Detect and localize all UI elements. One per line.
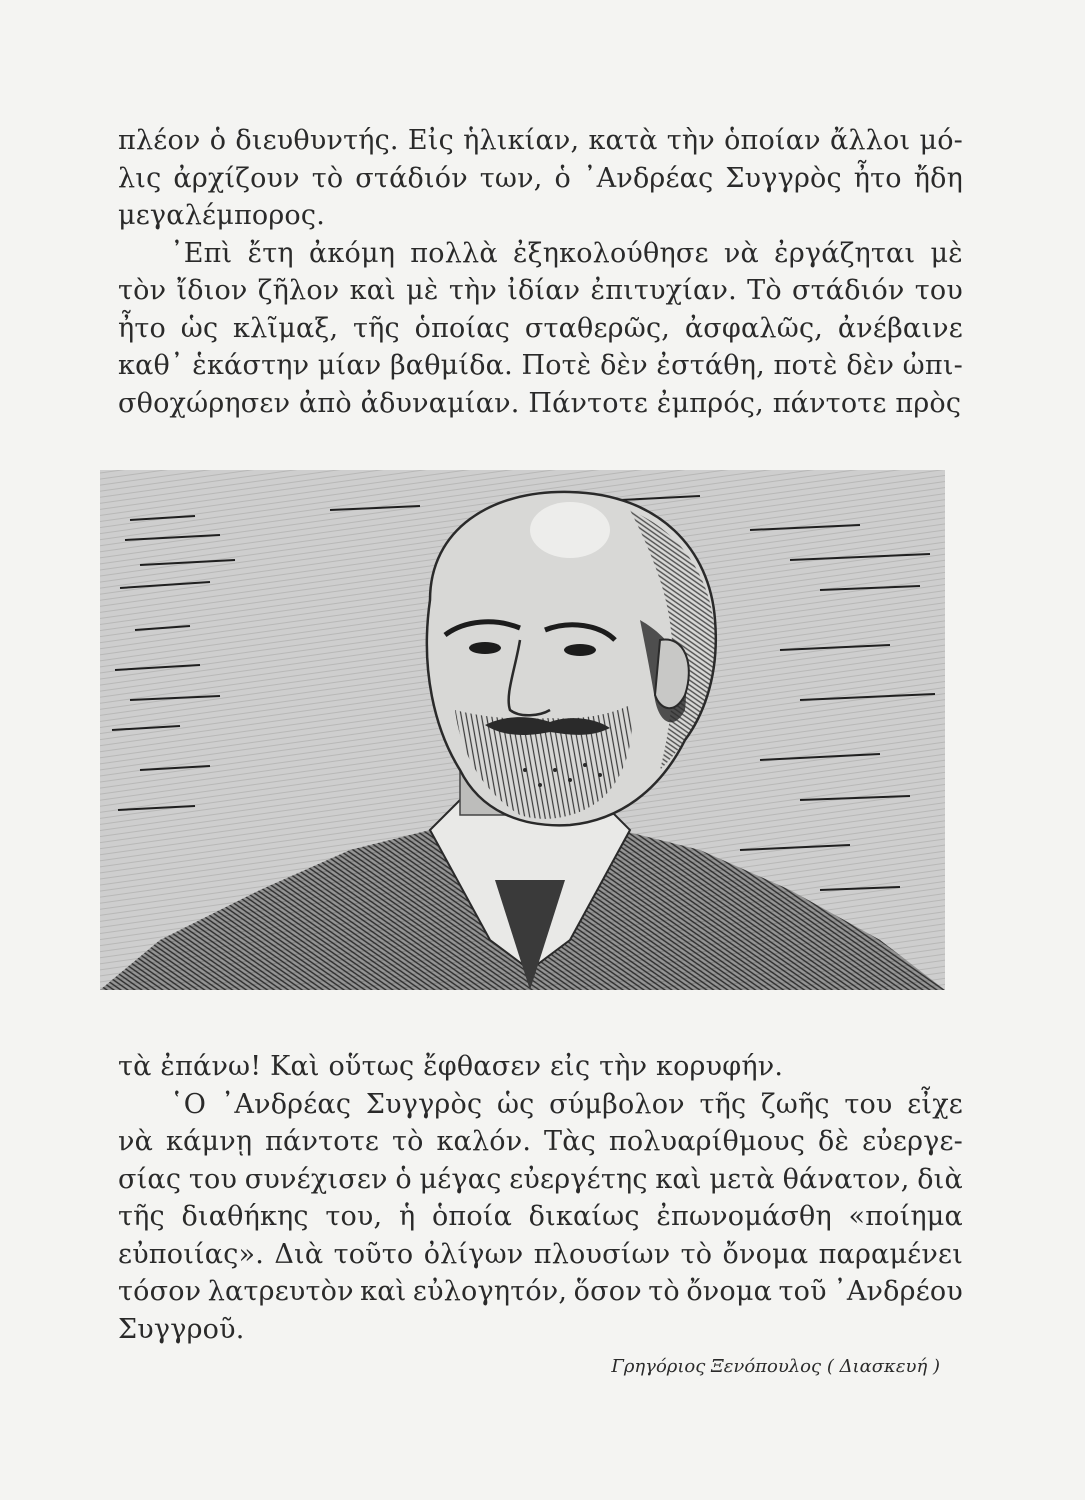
word: ἰδίαν [507, 275, 581, 306]
word: συνέχισεν [244, 1163, 388, 1195]
word: ἐξηκολούθησε [512, 237, 709, 269]
word: καθ᾿ [118, 350, 184, 381]
text-line [118, 160, 963, 198]
top-paragraph [118, 122, 963, 422]
word: πλουσίων [533, 1238, 671, 1270]
word: μὲ [406, 275, 439, 306]
word: τῆς [353, 312, 400, 344]
word: μίαν [317, 350, 382, 381]
word: ἀσφαλῶς, [684, 312, 824, 344]
word: ἐπιτυχίαν. [590, 275, 737, 306]
word: Συγγρὸς [725, 162, 842, 194]
text-line [118, 310, 963, 348]
word: ἑκάστην [192, 350, 310, 381]
text-line [118, 1123, 963, 1161]
word: ἤδη [913, 162, 963, 194]
word: μέγας [419, 1163, 502, 1195]
text-line [118, 1273, 963, 1311]
word: δὲν [846, 350, 895, 381]
word: καὶ [655, 1163, 702, 1195]
word: ἦτο [853, 162, 902, 194]
word: ὀλίγων [423, 1238, 524, 1270]
word: ὄνομα [686, 1276, 773, 1307]
word: θάνατον, [782, 1163, 910, 1195]
word: ἀδυναμίαν. [360, 387, 520, 419]
word: εἶχε [907, 1088, 963, 1120]
word: του [188, 1163, 238, 1195]
word: τοῦ [778, 1276, 827, 1307]
word: μεγαλέμπορος. [118, 200, 325, 231]
word: λατρευτὸν [207, 1276, 354, 1307]
word: ὠπι- [902, 350, 963, 381]
word: ἐπάνω! [160, 1051, 262, 1082]
text-line [118, 1161, 963, 1199]
word: ὅσον [573, 1276, 642, 1307]
word: τοῦτο [333, 1238, 414, 1270]
word: νὰ [118, 1126, 154, 1157]
word: κατὰ [588, 125, 658, 156]
word: κλῖμαξ, [233, 312, 339, 344]
text-line [118, 197, 963, 235]
word: του [844, 1088, 893, 1120]
word: καλόν. [436, 1126, 532, 1157]
word: ὁποίας [414, 312, 511, 344]
word: ᾿Ανδρέας [582, 162, 714, 194]
word: σύμβολον [549, 1088, 685, 1120]
word: Τὰς [544, 1126, 596, 1157]
word: εἰς [549, 1051, 591, 1082]
word: Εἰς [407, 125, 454, 156]
word: ὁ [395, 1163, 412, 1195]
word: ἀκόμη [308, 237, 396, 269]
text-line [118, 122, 963, 160]
word: τὸ [680, 1238, 713, 1270]
word: ποτὲ [773, 350, 838, 381]
word: ἀρχίζουν [173, 162, 300, 194]
word: εὐεργε- [862, 1126, 963, 1157]
word: κορυφήν. [656, 1051, 784, 1082]
word: πολυαρίθμους [608, 1126, 806, 1157]
word: Συγγρὸς [365, 1088, 483, 1120]
text-line [118, 385, 963, 423]
word: τὰ [118, 1051, 152, 1082]
word: τόσον [118, 1276, 202, 1307]
word: τὴν [666, 125, 715, 156]
text-line [118, 235, 963, 273]
word: ὁποίαν [724, 125, 821, 156]
word: καὶ [360, 1276, 407, 1307]
word: ὄνομα [722, 1238, 809, 1270]
word: ὁποία [431, 1201, 513, 1232]
word: τὸ [391, 1126, 424, 1157]
word: δικαίως [528, 1201, 640, 1232]
portrait-engraving [100, 470, 945, 990]
word: διευθυντής. [235, 125, 399, 156]
word: ζωῆς [760, 1088, 830, 1120]
word: ὡς [496, 1088, 535, 1120]
word: ἔτη [247, 237, 294, 269]
text-line [118, 347, 963, 385]
word: ὁ [554, 162, 571, 194]
author-signature: Γρηγόριος Ξενόπουλος ( Διασκευή ) [611, 1356, 940, 1377]
word: νὰ [723, 237, 759, 269]
word: πάντοτε [265, 1126, 380, 1157]
word: εὐεργέτης [509, 1163, 648, 1195]
word: τὸ [648, 1276, 680, 1307]
word: τὸν [118, 275, 167, 306]
word: τῆς [118, 1201, 165, 1232]
word: ἔφθασεν [423, 1051, 542, 1082]
word: μὲ [930, 237, 963, 269]
word: κάμνῃ [165, 1126, 253, 1157]
text-line [118, 272, 963, 310]
word: οὕτως [328, 1051, 415, 1082]
word: πρὸς [895, 387, 962, 419]
word: ἐστάθη, [656, 350, 765, 381]
word: μό- [919, 125, 963, 156]
word: ἡλικίαν, [463, 125, 580, 156]
word: ᾿Ανδρέου [833, 1276, 963, 1307]
text-line [118, 1311, 963, 1349]
word: εὐποιίας». [118, 1238, 265, 1270]
word: εὐλογητόν, [412, 1276, 568, 1307]
word: ἴδιον [176, 275, 248, 306]
word: Διὰ [274, 1238, 324, 1270]
word: στάδιόν [792, 275, 905, 306]
word: πολλὰ [410, 237, 498, 269]
word: ἀνέβαινε [837, 312, 963, 344]
word: Ποτὲ [521, 350, 592, 381]
word: ζῆλον [257, 275, 340, 306]
word: Πάντοτε [528, 387, 649, 419]
text-line [118, 1236, 963, 1274]
word: δὲν [600, 350, 648, 381]
word: διαθήκης [181, 1201, 309, 1232]
word: τὸ [311, 162, 344, 194]
text-line [118, 1048, 963, 1086]
word: ᾿Ανδρέας [220, 1088, 352, 1120]
word: καὶ [349, 275, 396, 306]
word: του [914, 275, 963, 306]
word: δὲ [818, 1126, 850, 1157]
text-line [118, 1198, 963, 1236]
word: σίας [118, 1163, 182, 1195]
word: ἐργάζηται [774, 237, 916, 269]
word: των, [479, 162, 543, 194]
word: πάντοτε [772, 387, 887, 419]
word: τῆς [699, 1088, 747, 1120]
word: σταθερῶς, [524, 312, 671, 344]
word: ἡ [398, 1201, 416, 1232]
text-line [118, 1086, 963, 1124]
word: παραμένει [818, 1238, 963, 1270]
word: τὴν [448, 275, 497, 306]
word: «ποίημα [848, 1201, 963, 1232]
word: Συγγροῦ. [118, 1313, 245, 1345]
word: βαθμίδα. [389, 350, 513, 381]
word: ὡς [180, 312, 219, 344]
word: ῾Ο [170, 1088, 207, 1120]
word: πλέον [118, 125, 201, 156]
word: Καὶ [270, 1051, 320, 1082]
word: μετὰ [709, 1163, 775, 1195]
word: σθοχώρησεν [118, 387, 291, 419]
word: Τὸ [747, 275, 782, 306]
word: ᾿Επὶ [170, 237, 233, 269]
word: τὴν [599, 1051, 648, 1082]
bottom-paragraph [118, 1048, 963, 1348]
word: διὰ [917, 1163, 963, 1195]
word: στάδιόν [355, 162, 468, 194]
word: του, [325, 1201, 383, 1232]
word: ἀπὸ [299, 387, 352, 419]
word: ἐμπρός, [656, 387, 764, 419]
word: ὁ [209, 125, 227, 156]
word: λις [118, 162, 162, 194]
word: ἄλλοι [829, 125, 911, 156]
word: ἦτο [118, 312, 166, 344]
word: ἐπωνομάσθη [656, 1201, 832, 1232]
portrait-illustration [100, 470, 945, 990]
